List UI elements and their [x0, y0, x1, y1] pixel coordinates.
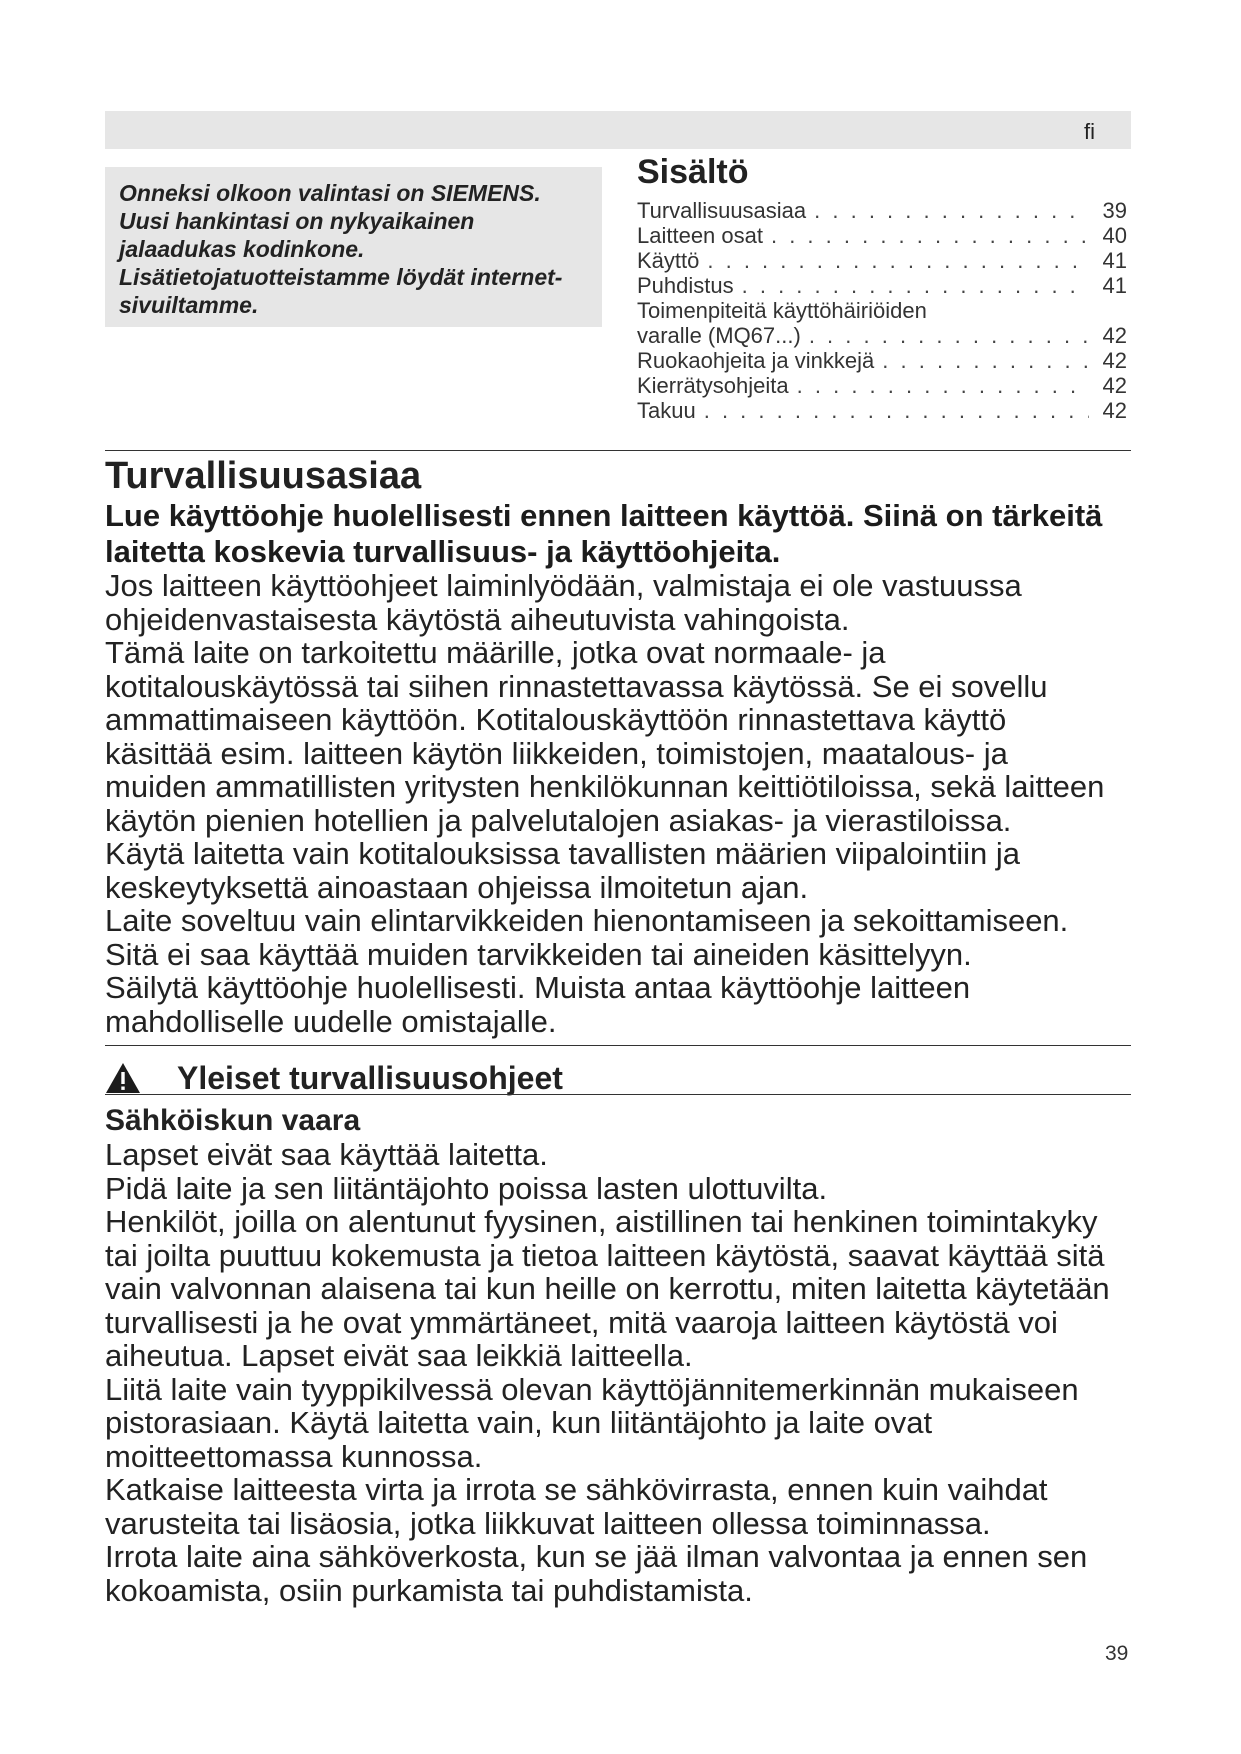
toc-leader	[771, 223, 1089, 248]
general-heading	[105, 1060, 1145, 1096]
section-divider	[105, 450, 1131, 451]
toc-leader	[742, 273, 1089, 298]
toc-entry-page: 41	[1102, 248, 1127, 273]
body-line: varusteita tai lisäosia, jotka liikkuvat laitteen ollessa toiminnassa.	[105, 1505, 991, 1541]
toc-entry-page: 42	[1102, 348, 1127, 373]
warning-triangle-icon	[105, 1062, 141, 1094]
toc-leader	[809, 323, 1089, 348]
general-heading-text: Yleiset turvallisuusohjeet	[177, 1059, 563, 1096]
body-line: käsittää esim. laitteen käytön liikkeiden, toimistojen, maatalous- ja	[105, 735, 1008, 771]
lead-line: Lue käyttöohje huolellisesti ennen laitteen käyttöä. Siinä on tärkeitä	[105, 498, 1103, 533]
body-line: muiden ammatillisten yritysten henkilökunnan keittiötiloissa, sekä laitteen	[105, 769, 1105, 804]
header-bar	[105, 111, 1131, 149]
toc-entry-label: Puhdistus	[637, 273, 734, 298]
body-line: Laite soveltuu vain elintarvikkeiden hienontamiseen ja sekoittamiseen.	[105, 903, 1069, 938]
toc-entry[interactable]	[637, 298, 1127, 323]
body-line: Pidä laite ja sen liitäntäjohto poissa lasten ulottuvilta.	[105, 1170, 828, 1206]
body-line: ohjeidenvastaisesta käytöstä aiheutuvista vahingoista.	[105, 601, 850, 637]
general-safety-section	[105, 1060, 1145, 1096]
toc-entry[interactable]	[637, 248, 1127, 273]
body-line: kokoamista, osiin purkamista tai puhdistamista.	[105, 1572, 753, 1608]
body-line: pistorasiaan. Käytä laitetta vain, kun liitäntäjohto ja laite ovat	[105, 1405, 933, 1440]
body-line: kotitalouskäytössä tai siihen rinnastettavassa käytössä. Se ei sovellu	[105, 668, 1048, 704]
toc-entry[interactable]	[637, 223, 1127, 248]
intro-line: Onneksi olkoon valintasi on SIEMENS.	[119, 180, 541, 206]
toc-leader	[797, 373, 1089, 398]
body-line: Liitä laite vain tyyppikilvessä olevan käyttöjännitemerkinnän mukaiseen	[105, 1371, 1079, 1407]
toc-entry-page: 42	[1102, 373, 1127, 398]
toc-leader	[882, 348, 1089, 373]
toc-entry[interactable]	[637, 348, 1127, 373]
body-line: mahdolliselle uudelle omistajalle.	[105, 1003, 557, 1039]
body-line: turvallisesti ja he ovat ymmärtäneet, mitä vaaroja laitteen käytöstä voi	[105, 1304, 1058, 1340]
toc-entry-page: 39	[1102, 198, 1127, 223]
body-line: Henkilöt, joilla on alentunut fyysinen, aistillinen tai henkinen toimintakyky	[105, 1204, 1098, 1239]
body-line: käytön pienien hotellien ja palvelutalojen asiakas- ja vierastiloissa.	[105, 802, 1012, 838]
section-divider	[105, 1094, 1131, 1095]
page-number: 39	[1105, 1642, 1129, 1665]
toc-entry[interactable]	[637, 398, 1127, 423]
toc-entry[interactable]	[637, 373, 1127, 398]
intro-box	[105, 167, 602, 327]
body-line: Katkaise laitteesta virta ja irrota se sähkövirrasta, ennen kuin vaihdat	[105, 1472, 1048, 1507]
body-line: Irrota laite aina sähköverkosta, kun se jää ilman valvontaa ja ennen sen	[105, 1539, 1088, 1574]
toc-entry-page: 42	[1102, 323, 1127, 348]
body-line: aiheutua. Lapset eivät saa leikkiä laitteella.	[105, 1338, 693, 1373]
table-of-contents	[637, 153, 1127, 423]
toc-leader	[707, 248, 1089, 273]
toc-entry-label: Turvallisuusasiaa	[637, 198, 807, 223]
body-line: vain valvonnan alaisena tai kun heille on kerrottu, miten laitetta käytetään	[105, 1271, 1110, 1306]
toc-title: Sisältö	[637, 153, 749, 191]
body-line: Käytä laitetta vain kotitalouksissa tavallisten määrien viipalointiin ja	[105, 836, 1020, 871]
toc-entry-page: 42	[1102, 398, 1127, 423]
body-line: Tämä laite on tarkoitettu määrille, jotka ovat normaale- ja	[105, 635, 886, 670]
intro-line: Lisätietojatuotteistamme löydät internet-	[119, 264, 563, 290]
section-divider	[105, 1045, 1131, 1046]
body-line: tai joilta puuttuu kokemusta ja tietoa laitteen käytöstä, saavat käyttää sitä	[105, 1237, 1105, 1273]
intro-line: sivuiltamme.	[119, 292, 259, 318]
toc-entry-page: 41	[1102, 273, 1127, 298]
toc-entry-label: Toimenpiteitä käyttöhäiriöiden	[637, 298, 927, 323]
toc-leader	[814, 198, 1089, 223]
toc-entry-label: varalle (MQ67...)	[637, 323, 801, 348]
intro-line: Uusi hankintasi on nykyaikainen	[119, 208, 475, 234]
language-code: fi	[1084, 119, 1095, 144]
body-line: Sitä ei saa käyttää muiden tarvikkeiden tai aineiden käsittelyyn.	[105, 936, 972, 972]
section-title: Turvallisuusasiaa	[105, 455, 422, 497]
toc-entry-page: 40	[1102, 223, 1127, 248]
body-line: moitteettomassa kunnossa.	[105, 1438, 483, 1474]
body-line: keskeytyksettä ainoastaan ohjeissa ilmoitetun ajan.	[105, 869, 809, 905]
toc-entry-label: Takuu	[637, 398, 696, 423]
toc-entry[interactable]	[637, 198, 1127, 223]
body-line: Säilytä käyttöohje huolellisesti. Muista antaa käyttöohje laitteen	[105, 970, 971, 1005]
intro-line: jalaadukas kodinkone.	[119, 236, 365, 262]
body-line: Jos laitteen käyttöohjeet laiminlyödään, valmistaja ei ole vastuussa	[105, 568, 1022, 603]
lead-line: laitetta koskevia turvallisuus- ja käyttöohjeita.	[105, 534, 781, 569]
toc-entry-label: Laitteen osat	[637, 223, 763, 248]
toc-entry-label: Ruokaohjeita ja vinkkejä	[637, 348, 875, 373]
body-line: Lapset eivät saa käyttää laitetta.	[105, 1137, 548, 1172]
subheading: Sähköiskun vaara	[105, 1104, 361, 1137]
toc-leader	[704, 398, 1089, 423]
toc-entry[interactable]	[637, 273, 1127, 298]
body-line: ammattimaiseen käyttöön. Kotitalouskäyttöön rinnastettava käyttö	[105, 702, 1007, 737]
toc-entry-label: Käyttö	[637, 248, 700, 273]
electric-shock-section	[105, 1104, 1145, 1607]
safety-section	[105, 455, 1145, 1038]
toc-entry-label: Kierrätysohjeita	[637, 373, 789, 398]
toc-entry[interactable]	[637, 323, 1127, 348]
